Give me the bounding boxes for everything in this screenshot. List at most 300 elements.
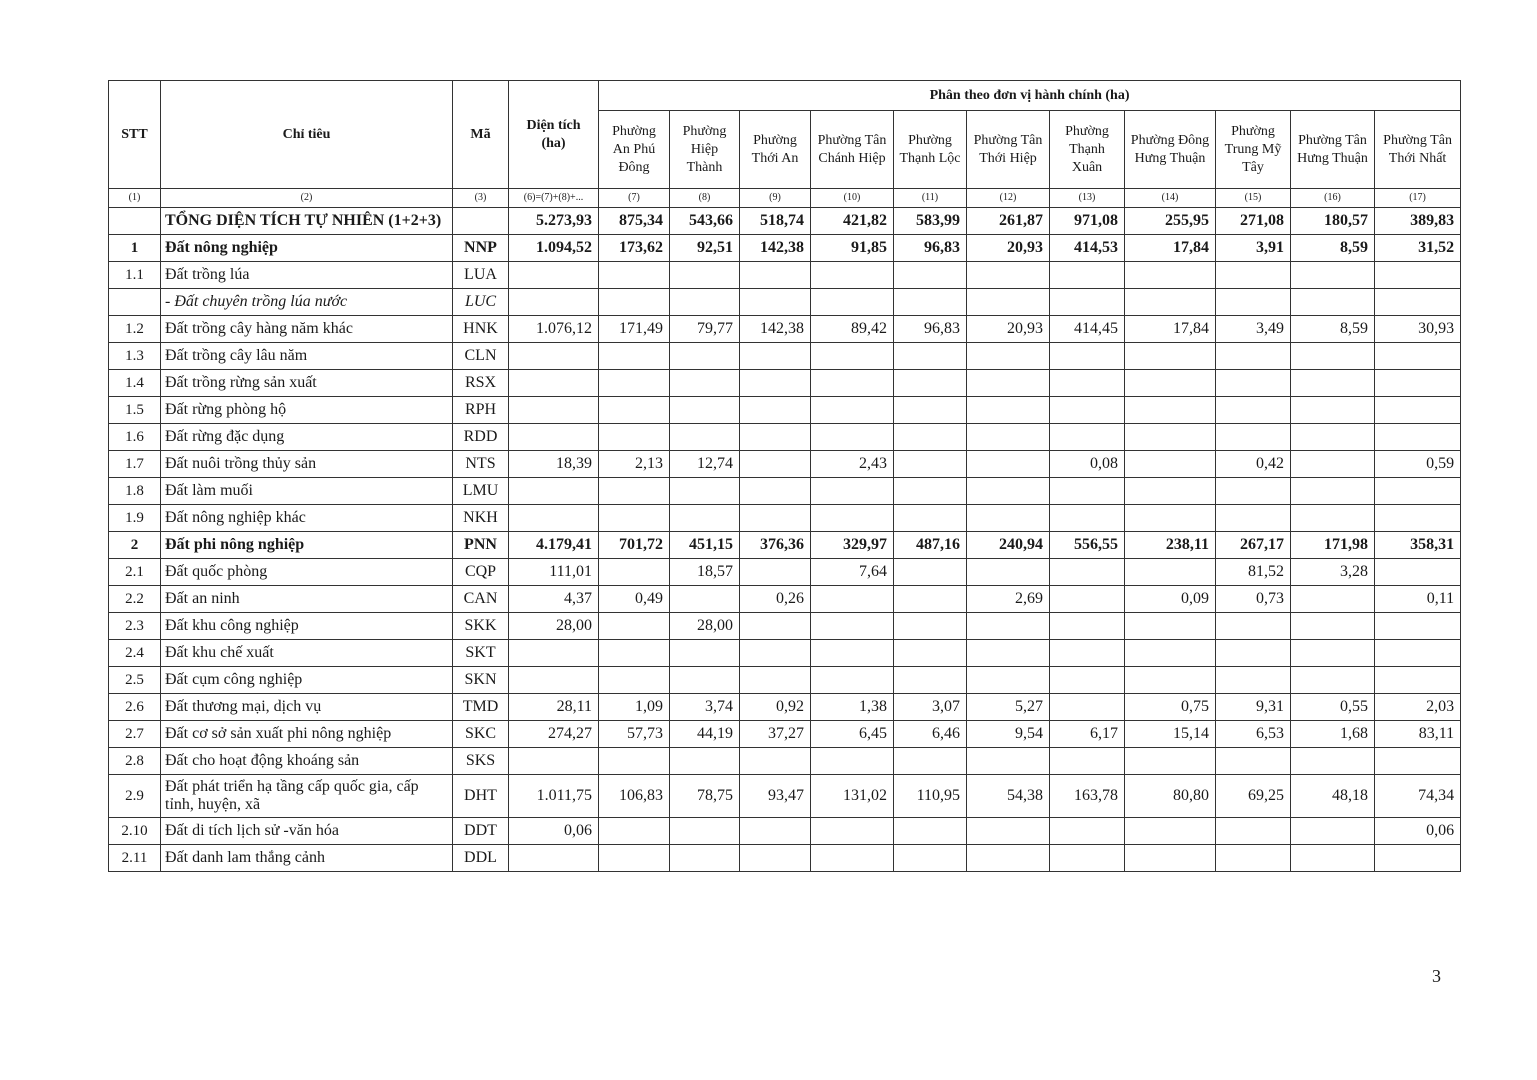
row-stt: 1.2 xyxy=(109,316,161,343)
row-code: SKK xyxy=(453,613,509,640)
row-stt: 1.1 xyxy=(109,262,161,289)
row-ward-value: 0,59 xyxy=(1375,451,1461,478)
row-code: NTS xyxy=(453,451,509,478)
row-total: 1.094,52 xyxy=(509,235,599,262)
row-ward-value xyxy=(1050,343,1125,370)
row-ward-value xyxy=(1125,289,1216,316)
row-ward-value xyxy=(1375,559,1461,586)
row-ward-value: 74,34 xyxy=(1375,775,1461,818)
row-total: 28,11 xyxy=(509,694,599,721)
row-stt: 1.6 xyxy=(109,424,161,451)
row-ward-value xyxy=(1375,289,1461,316)
row-total: 1.011,75 xyxy=(509,775,599,818)
table-row xyxy=(109,316,1461,343)
row-name: Đất di tích lịch sử -văn hóa xyxy=(161,818,453,845)
row-name: Đất khu công nghiệp xyxy=(161,613,453,640)
page-number: 3 xyxy=(1432,966,1441,986)
row-total xyxy=(509,505,599,532)
row-ward-value xyxy=(740,818,811,845)
row-ward-value: 2,43 xyxy=(811,451,894,478)
row-ward-value xyxy=(811,613,894,640)
row-total: 111,01 xyxy=(509,559,599,586)
row-ward-value: 37,27 xyxy=(740,721,811,748)
row-ward-value xyxy=(967,559,1050,586)
table-row xyxy=(109,208,1461,235)
table-row xyxy=(109,343,1461,370)
row-ward-value: 1,68 xyxy=(1291,721,1375,748)
row-ward-value: 271,08 xyxy=(1216,208,1291,235)
row-code: DDT xyxy=(453,818,509,845)
row-ward-value xyxy=(1050,748,1125,775)
table-row xyxy=(109,775,1461,818)
row-ward-value xyxy=(1216,667,1291,694)
row-code: CQP xyxy=(453,559,509,586)
row-code: LUA xyxy=(453,262,509,289)
table-row xyxy=(109,845,1461,872)
row-ward-value: 171,98 xyxy=(1291,532,1375,559)
row-ward-value: 142,38 xyxy=(740,235,811,262)
row-name: Đất trồng rừng sản xuất xyxy=(161,370,453,397)
row-ward-value xyxy=(1050,397,1125,424)
row-ward-value xyxy=(1050,845,1125,872)
row-ward-value: 5,27 xyxy=(967,694,1050,721)
row-ward-value xyxy=(1050,262,1125,289)
header-ward: Phường Thạnh Lộc xyxy=(894,111,967,189)
row-ward-value: 79,77 xyxy=(670,316,740,343)
row-ward-value xyxy=(740,478,811,505)
row-ward-value: 142,38 xyxy=(740,316,811,343)
row-ward-value xyxy=(811,397,894,424)
row-ward-value: 31,52 xyxy=(1375,235,1461,262)
row-ward-value: 93,47 xyxy=(740,775,811,818)
row-ward-value xyxy=(670,586,740,613)
row-stt: 1 xyxy=(109,235,161,262)
row-code: SKN xyxy=(453,667,509,694)
row-stt xyxy=(109,289,161,316)
row-code: DHT xyxy=(453,775,509,818)
header-ward: Phường Trung Mỹ Tây xyxy=(1216,111,1291,189)
row-ward-value: 131,02 xyxy=(811,775,894,818)
row-ward-value xyxy=(1216,424,1291,451)
row-ward-value xyxy=(1291,748,1375,775)
row-ward-value xyxy=(1050,559,1125,586)
row-ward-value: 6,17 xyxy=(1050,721,1125,748)
row-ward-value xyxy=(1216,289,1291,316)
row-ward-value: 255,95 xyxy=(1125,208,1216,235)
row-ward-value xyxy=(1125,505,1216,532)
header-dien-tich: Diện tích (ha) xyxy=(509,81,599,189)
row-ward-value xyxy=(1375,424,1461,451)
row-code: HNK xyxy=(453,316,509,343)
row-ward-value: 57,73 xyxy=(599,721,670,748)
row-stt: 2.8 xyxy=(109,748,161,775)
row-ward-value xyxy=(740,559,811,586)
row-ward-value: 0,42 xyxy=(1216,451,1291,478)
row-ward-value xyxy=(811,343,894,370)
row-ward-value xyxy=(894,424,967,451)
row-ward-value xyxy=(811,478,894,505)
header-ward: Phường Tân Thới Nhất xyxy=(1375,111,1461,189)
row-ward-value: 106,83 xyxy=(599,775,670,818)
row-ward-value xyxy=(599,397,670,424)
row-stt: 2.6 xyxy=(109,694,161,721)
row-ward-value xyxy=(1291,818,1375,845)
row-ward-value: 583,99 xyxy=(894,208,967,235)
row-ward-value: 2,13 xyxy=(599,451,670,478)
row-ward-value xyxy=(1291,640,1375,667)
row-total: 0,06 xyxy=(509,818,599,845)
row-total xyxy=(509,424,599,451)
row-ward-value xyxy=(670,424,740,451)
row-ward-value xyxy=(1375,845,1461,872)
row-name: - Đất chuyên trồng lúa nước xyxy=(161,289,453,316)
row-stt: 1.3 xyxy=(109,343,161,370)
row-ward-value xyxy=(967,478,1050,505)
row-ward-value: 1,09 xyxy=(599,694,670,721)
table-row xyxy=(109,818,1461,845)
row-ward-value xyxy=(1050,424,1125,451)
row-ward-value xyxy=(1125,370,1216,397)
column-index: (9) xyxy=(740,189,811,208)
row-ward-value xyxy=(740,667,811,694)
row-ward-value xyxy=(1125,343,1216,370)
row-ward-value: 261,87 xyxy=(967,208,1050,235)
row-ward-value xyxy=(670,845,740,872)
column-index: (16) xyxy=(1291,189,1375,208)
land-use-table-sheet xyxy=(108,80,1460,872)
row-stt: 2.9 xyxy=(109,775,161,818)
row-ward-value xyxy=(894,262,967,289)
row-ward-value xyxy=(811,818,894,845)
row-ward-value: 8,59 xyxy=(1291,316,1375,343)
row-total xyxy=(509,640,599,667)
row-stt: 1.4 xyxy=(109,370,161,397)
row-ward-value: 91,85 xyxy=(811,235,894,262)
row-ward-value: 6,46 xyxy=(894,721,967,748)
row-ward-value: 3,91 xyxy=(1216,235,1291,262)
row-ward-value xyxy=(599,370,670,397)
row-ward-value: 8,59 xyxy=(1291,235,1375,262)
row-ward-value xyxy=(1050,694,1125,721)
row-ward-value xyxy=(967,748,1050,775)
row-stt: 2.10 xyxy=(109,818,161,845)
row-ward-value xyxy=(1050,370,1125,397)
row-ward-value xyxy=(599,613,670,640)
row-ward-value: 0,09 xyxy=(1125,586,1216,613)
header-ward: Phường Tân Thới Hiệp xyxy=(967,111,1050,189)
row-ward-value xyxy=(1375,343,1461,370)
column-index: (13) xyxy=(1050,189,1125,208)
row-code: SKT xyxy=(453,640,509,667)
row-total xyxy=(509,262,599,289)
row-code: TMD xyxy=(453,694,509,721)
row-code: NKH xyxy=(453,505,509,532)
row-ward-value xyxy=(1291,343,1375,370)
row-ward-value: 83,11 xyxy=(1375,721,1461,748)
row-ward-value xyxy=(1375,748,1461,775)
row-ward-value xyxy=(967,424,1050,451)
row-ward-value xyxy=(1375,262,1461,289)
row-ward-value: 1,38 xyxy=(811,694,894,721)
row-code: RDD xyxy=(453,424,509,451)
row-ward-value: 110,95 xyxy=(894,775,967,818)
row-name: Đất trồng cây hàng năm khác xyxy=(161,316,453,343)
row-ward-value xyxy=(1050,478,1125,505)
row-ward-value xyxy=(740,424,811,451)
row-ward-value: 3,49 xyxy=(1216,316,1291,343)
row-name: Đất nuôi trồng thủy sản xyxy=(161,451,453,478)
row-total xyxy=(509,343,599,370)
row-ward-value xyxy=(1050,613,1125,640)
row-ward-value xyxy=(1125,748,1216,775)
row-ward-value xyxy=(1291,262,1375,289)
row-ward-value xyxy=(670,370,740,397)
row-ward-value xyxy=(670,397,740,424)
row-ward-value xyxy=(1125,451,1216,478)
row-ward-value xyxy=(1375,370,1461,397)
row-ward-value xyxy=(967,613,1050,640)
land-use-table xyxy=(108,80,1461,872)
row-name: Đất cụm công nghiệp xyxy=(161,667,453,694)
row-ward-value xyxy=(811,370,894,397)
row-ward-value xyxy=(894,586,967,613)
row-ward-value xyxy=(967,370,1050,397)
table-row xyxy=(109,505,1461,532)
row-stt: 2 xyxy=(109,532,161,559)
row-ward-value: 15,14 xyxy=(1125,721,1216,748)
row-ward-value: 180,57 xyxy=(1291,208,1375,235)
column-index: (15) xyxy=(1216,189,1291,208)
row-ward-value xyxy=(894,370,967,397)
row-ward-value xyxy=(740,640,811,667)
row-ward-value: 96,83 xyxy=(894,316,967,343)
row-total xyxy=(509,667,599,694)
row-ward-value: 875,34 xyxy=(599,208,670,235)
row-ward-value xyxy=(1216,640,1291,667)
row-ward-value xyxy=(740,748,811,775)
row-ward-value: 80,80 xyxy=(1125,775,1216,818)
row-name: Đất khu chế xuất xyxy=(161,640,453,667)
row-ward-value xyxy=(599,748,670,775)
header-ward: Phường Đông Hưng Thuận xyxy=(1125,111,1216,189)
row-ward-value xyxy=(967,343,1050,370)
row-ward-value xyxy=(894,559,967,586)
row-ward-value: 240,94 xyxy=(967,532,1050,559)
row-ward-value xyxy=(1050,505,1125,532)
row-ward-value xyxy=(599,559,670,586)
row-name: Đất thương mại, dịch vụ xyxy=(161,694,453,721)
row-ward-value: 20,93 xyxy=(967,316,1050,343)
row-ward-value xyxy=(599,845,670,872)
row-ward-value xyxy=(1050,640,1125,667)
table-row xyxy=(109,451,1461,478)
row-name: Đất an ninh xyxy=(161,586,453,613)
row-code: SKS xyxy=(453,748,509,775)
row-ward-value xyxy=(670,478,740,505)
row-ward-value xyxy=(599,424,670,451)
column-index: (14) xyxy=(1125,189,1216,208)
row-ward-value xyxy=(1291,397,1375,424)
row-ward-value xyxy=(894,613,967,640)
row-ward-value xyxy=(1291,586,1375,613)
row-total xyxy=(509,845,599,872)
row-ward-value: 0,73 xyxy=(1216,586,1291,613)
row-ward-value xyxy=(894,289,967,316)
row-ward-value: 3,07 xyxy=(894,694,967,721)
row-ward-value xyxy=(1375,667,1461,694)
row-ward-value xyxy=(967,262,1050,289)
table-row xyxy=(109,397,1461,424)
row-ward-value xyxy=(894,478,967,505)
row-ward-value xyxy=(1291,370,1375,397)
row-ward-value: 28,00 xyxy=(670,613,740,640)
row-ward-value xyxy=(894,748,967,775)
row-stt: 1.5 xyxy=(109,397,161,424)
row-ward-value xyxy=(1125,424,1216,451)
row-stt: 1.7 xyxy=(109,451,161,478)
table-row xyxy=(109,559,1461,586)
row-code: LUC xyxy=(453,289,509,316)
row-stt: 2.11 xyxy=(109,845,161,872)
row-ward-value xyxy=(967,289,1050,316)
row-ward-value xyxy=(811,289,894,316)
row-total xyxy=(509,748,599,775)
row-ward-value xyxy=(1216,262,1291,289)
column-index: (12) xyxy=(967,189,1050,208)
row-ward-value: 6,45 xyxy=(811,721,894,748)
row-ward-value: 54,38 xyxy=(967,775,1050,818)
row-ward-value xyxy=(1291,613,1375,640)
row-ward-value: 17,84 xyxy=(1125,235,1216,262)
row-ward-value xyxy=(670,262,740,289)
table-row xyxy=(109,424,1461,451)
row-ward-value: 20,93 xyxy=(967,235,1050,262)
row-ward-value: 17,84 xyxy=(1125,316,1216,343)
row-ward-value: 89,42 xyxy=(811,316,894,343)
row-code: SKC xyxy=(453,721,509,748)
row-ward-value: 96,83 xyxy=(894,235,967,262)
row-ward-value xyxy=(1125,613,1216,640)
row-ward-value: 18,57 xyxy=(670,559,740,586)
row-ward-value xyxy=(740,343,811,370)
row-total xyxy=(509,478,599,505)
row-ward-value: 69,25 xyxy=(1216,775,1291,818)
row-ward-value: 0,08 xyxy=(1050,451,1125,478)
row-ward-value xyxy=(1291,845,1375,872)
row-ward-value xyxy=(1291,478,1375,505)
row-ward-value xyxy=(599,505,670,532)
row-ward-value: 30,93 xyxy=(1375,316,1461,343)
row-ward-value xyxy=(1291,424,1375,451)
row-ward-value xyxy=(1125,667,1216,694)
row-ward-value xyxy=(967,845,1050,872)
row-total xyxy=(509,397,599,424)
row-ward-value: 48,18 xyxy=(1291,775,1375,818)
header-ma: Mã xyxy=(453,81,509,189)
row-ward-value xyxy=(1050,289,1125,316)
row-ward-value xyxy=(599,343,670,370)
row-ward-value: 518,74 xyxy=(740,208,811,235)
row-ward-value xyxy=(1216,505,1291,532)
row-ward-value: 12,74 xyxy=(670,451,740,478)
table-header xyxy=(109,81,1461,208)
row-ward-value xyxy=(894,343,967,370)
row-name: Đất phi nông nghiệp xyxy=(161,532,453,559)
row-ward-value xyxy=(811,667,894,694)
row-name: Đất phát triển hạ tầng cấp quốc gia, cấp tỉnh, huyện, xã xyxy=(161,775,453,818)
row-ward-value: 267,17 xyxy=(1216,532,1291,559)
row-ward-value xyxy=(670,818,740,845)
row-total: 5.273,93 xyxy=(509,208,599,235)
row-ward-value: 389,83 xyxy=(1375,208,1461,235)
table-row xyxy=(109,370,1461,397)
row-ward-value xyxy=(670,667,740,694)
row-ward-value: 3,74 xyxy=(670,694,740,721)
table-row xyxy=(109,262,1461,289)
row-ward-value xyxy=(1050,667,1125,694)
row-ward-value xyxy=(1125,818,1216,845)
row-ward-value xyxy=(670,748,740,775)
row-total xyxy=(509,289,599,316)
row-stt: 2.2 xyxy=(109,586,161,613)
row-ward-value: 0,49 xyxy=(599,586,670,613)
row-ward-value xyxy=(1050,818,1125,845)
row-ward-value: 173,62 xyxy=(599,235,670,262)
row-ward-value: 0,75 xyxy=(1125,694,1216,721)
column-index: (17) xyxy=(1375,189,1461,208)
row-ward-value xyxy=(599,478,670,505)
row-ward-value xyxy=(1050,586,1125,613)
row-ward-value xyxy=(894,640,967,667)
header-ward: Phường Tân Chánh Hiệp xyxy=(811,111,894,189)
row-ward-value xyxy=(1291,289,1375,316)
row-ward-value xyxy=(1216,613,1291,640)
row-code xyxy=(453,208,509,235)
row-ward-value xyxy=(599,818,670,845)
row-ward-value: 171,49 xyxy=(599,316,670,343)
row-ward-value xyxy=(1216,845,1291,872)
row-name: Đất trồng lúa xyxy=(161,262,453,289)
column-index: (11) xyxy=(894,189,967,208)
row-total: 4.179,41 xyxy=(509,532,599,559)
row-ward-value xyxy=(1375,613,1461,640)
row-ward-value: 6,53 xyxy=(1216,721,1291,748)
column-index: (8) xyxy=(670,189,740,208)
row-total: 18,39 xyxy=(509,451,599,478)
row-name: Đất quốc phòng xyxy=(161,559,453,586)
row-code: DDL xyxy=(453,845,509,872)
table-row xyxy=(109,640,1461,667)
row-ward-value xyxy=(894,667,967,694)
row-total: 28,00 xyxy=(509,613,599,640)
row-ward-value xyxy=(1375,397,1461,424)
row-ward-value: 451,15 xyxy=(670,532,740,559)
row-name: Đất trồng cây lâu năm xyxy=(161,343,453,370)
row-ward-value xyxy=(811,586,894,613)
row-ward-value xyxy=(599,262,670,289)
table-row xyxy=(109,748,1461,775)
row-ward-value xyxy=(894,505,967,532)
row-ward-value: 78,75 xyxy=(670,775,740,818)
row-ward-value xyxy=(1291,667,1375,694)
row-stt: 2.1 xyxy=(109,559,161,586)
header-ward: Phường Thạnh Xuân xyxy=(1050,111,1125,189)
row-ward-value xyxy=(740,613,811,640)
row-ward-value xyxy=(670,289,740,316)
row-ward-value xyxy=(670,505,740,532)
table-row xyxy=(109,532,1461,559)
column-index: (6)=(7)+(8)+... xyxy=(509,189,599,208)
